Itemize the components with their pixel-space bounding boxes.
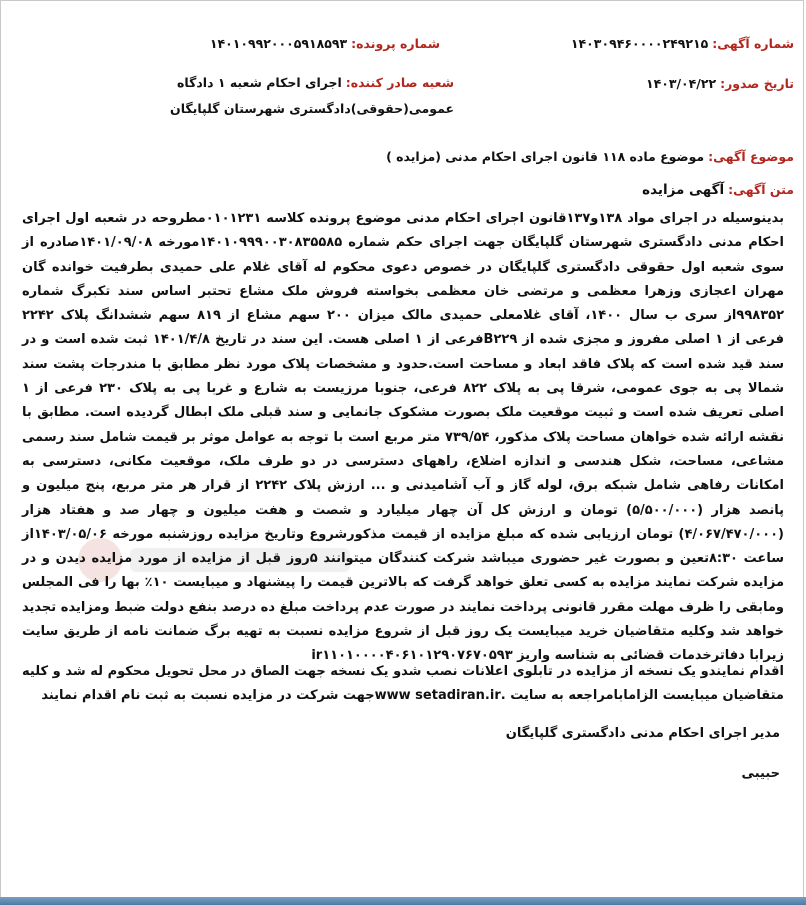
body-heading	[642, 182, 794, 198]
subject-value: موضوع ماده ۱۱۸ قانون اجرای احکام مدنی (مزایده )	[386, 149, 705, 164]
notice-number-label: شماره آگهی:	[712, 36, 794, 51]
file-number-label: شماره پرونده:	[351, 36, 440, 51]
subject-field	[386, 149, 794, 164]
notice-number-value: ۱۴۰۳۰۹۴۶۰۰۰۰۲۴۹۲۱۵	[570, 36, 709, 51]
notice-body-paragraph-2: اقدام نمایندو یک نسخه از مزایده در تابلوی اعلانات نصب شدو یک نسخه جهت الصاق در محل تحویل محکوم له شد و کلیه متقاضیان میبایست الزامابامراجعه به سایت .www setadiran.irجهت شرکت در مزایده نسبت به ثبت نام اقدام نمایند	[22, 664, 784, 704]
signature-title: مدیر اجرای احکام مدنی دادگستری گلپایگان	[505, 726, 780, 741]
subject-label: موضوع آگهی:	[708, 149, 794, 164]
issue-date-value: ۱۴۰۳/۰۴/۲۲	[645, 76, 717, 91]
issuing-branch-value: اجرای احکام شعبه ۱ دادگاه عمومی(حقوقی)دادگستری شهرستان گلپایگان	[170, 75, 454, 116]
bottom-bar	[0, 897, 806, 905]
issuing-branch-label: شعبه صادر کننده:	[345, 75, 454, 90]
notice-body-paragraph: بدینوسیله در اجرای مواد ۱۳۸و۱۳۷قانون اجرای احکام مدنی موضوع پرونده کلاسه ۰۱۰۱۲۳۱مطروحه در شعبه اول اجرای احکام مدنی دادگستری شهرستان گلپایگان جهت اجرای حکم شماره ۱۴۰۱۰۹۹۹۰۰۳۰۸۳۵۵۸۵مورخه ۱۴۰۱/۰۹/۰۸صادره از سوی شعبه اول حقوقی دادگستری گلپایگان در خصوص دعوی محکوم له آقای غلام علی حمیدی بطرفیت خوانده گان مهران اعجازی وزهرا معظمی و مرتضی خان معظمی بخواسته فروش ملک مشاع تحتبر اساس سند تکبرگ شماره ۹۹۸۳۵۲از سری ب سال ۱۴۰۰، آقای غلامعلی حمیدی مالک میزان ۲۰۰ سهم مشاع از ۸۱۹ سهم ششدانگ پلاک ۲۲۴۲ فرعی از ۱ اصلی مفروز و مجزی شده از B۲۲۹فرعی از ۱ اصلی هست. این سند در تاریخ ۱۴۰۱/۴/۸ ثبت شده است و در سند قید شده است که پلاک فاقد ابعاد و مساحت است.حدود و مشخصات پلاک مورد نظر مطابق با مندرجات پشت سند شمالا پی به جوی عمومی، شرقا پی به پلاک ۸۲۲ فرعی، جنوبا مرزیست به شارع و غربا پی به پلاک ۲۳۰ فرعی از ۱ اصلی تعریف شده است و ثبیت موقعیت ملک بصورت مشکوک جانمایی و سند قبلی ملک ابطال گردیده است. مطابق با نقشه ارائه شده خواهان مساحت پلاک مذکور، ۷۳۹/۵۴ متر مربع است با توجه به عوامل موثر بر قیمت شامل سند رسمی مشاعی، مساحت، شکل هندسی و اندازه اضلاع، راههای دسترسی در دو طرف ملک، موقعیت مکانی، دسترسی به امکانات رفاهی شامل شبکه برق، لوله گاز و آب آشامیدنی و ... ارزش پلاک ۲۲۴۲ از قرار هر متر مربع، پنج میلیون و پانصد هزار (۵/۵۰۰/۰۰۰) تومان و ارزش کل آن چهار میلیارد و شصت و هفت میلیون و چهار صد و هفتاد هزار (۴/۰۶۷/۴۷۰/۰۰۰) تومان ارزیابی شده که مبلغ مزایده از قیمت مذکورشروع وتاریخ مزایده روزشنبه مورخه ۱۴۰۳/۰۵/۰۶از ساعت ۸:۳۰تعین و بصورت غیر حضوری میباشد شرکت کنندگان میتوانند ۵روز قبل از مزایده از مورد مزایده دیدن و در مزایده شرکت نمایند مزایده به کسی تعلق خواهد گرفت که بالاترین قیمت را پیشنهاد و میبایست ۱۰٪ بها را فی المجلس ومابقی را ظرف مهلت مقرر قانونی پرداخت نمایند در صورت عدم پرداخت مبلغ ده درصد بنفع دولت ضبط ومزایده تجدید خواهد شد وکلیه متقاضیان خرید میبایست یک روز قبل از شروع مزایده نسبت به تهیه برگ ضمانت نامه از طریق سایت زیرابا دفاترخدمات قضائی به شناسه واریز ir۱۱۰۱۰۰۰۰۴۰۶۱۰۱۲۹۰۷۶۷۰۵۹۳	[22, 211, 785, 664]
file-number-field	[210, 36, 440, 51]
signature-name: حبیبی	[741, 766, 780, 781]
notice-title: آگهی مزایده	[642, 182, 725, 198]
issue-date-field	[646, 76, 794, 91]
issuing-branch-field	[154, 70, 454, 122]
issue-date-label: تاریخ صدور:	[720, 76, 794, 91]
body-label: متن آگهی:	[728, 182, 794, 197]
file-number-value: ۱۴۰۱۰۹۹۲۰۰۰۵۹۱۸۵۹۳	[209, 36, 348, 51]
notice-number-field	[571, 36, 794, 51]
